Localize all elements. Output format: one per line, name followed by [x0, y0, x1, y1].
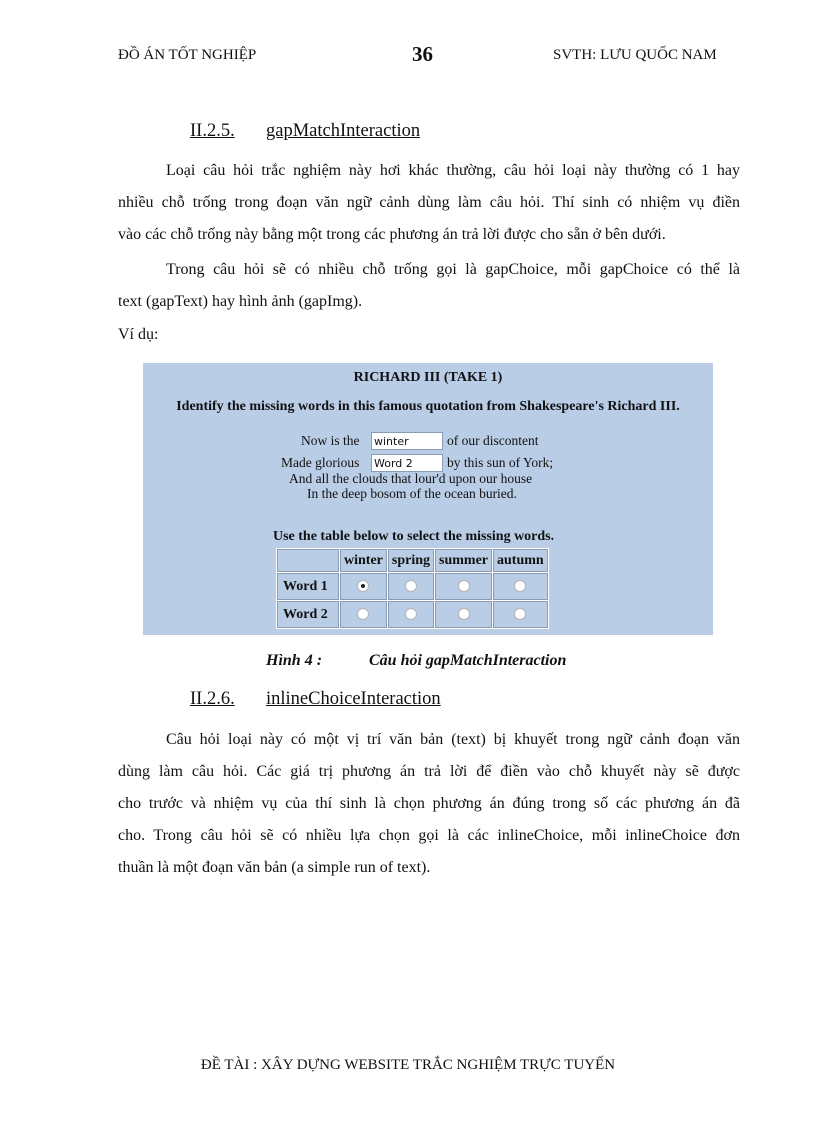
text-line: dùng làm câu hỏi. Các giá trị phương án trả lời để điền vào chỗ khuyết này sẽ được: [118, 763, 740, 780]
radio-word1-winter[interactable]: [357, 580, 369, 592]
radio-word2-autumn[interactable]: [514, 608, 526, 620]
table-instruction: Use the table below to select the missing words.: [273, 529, 555, 544]
figure-caption-text: Câu hỏi gapMatchInteraction: [369, 652, 567, 669]
text-line: nhiều chỗ trống trong đoạn văn ngữ cảnh dùng làm câu hỏi. Thí sinh có nhiệm vụ điền: [118, 194, 740, 211]
radio-word2-spring[interactable]: [405, 608, 417, 620]
quote-line1-before: Now is the: [301, 433, 360, 448]
section-title: inlineChoiceInteraction: [266, 689, 441, 709]
figure-title: RICHARD III (TAKE 1): [353, 370, 503, 385]
section-number: II.2.5.: [190, 121, 235, 141]
table-row: [277, 573, 549, 601]
header-left: ĐỒ ÁN TỐT NGHIỆP: [118, 47, 257, 63]
row-label: Word 2: [277, 601, 340, 629]
figure-caption-label: Hình 4 :: [266, 652, 323, 669]
table-row: [277, 601, 549, 629]
gap-2-input[interactable]: Word 2: [371, 454, 443, 472]
quote-line2-after: by this sun of York;: [447, 455, 554, 470]
quote-line2-before: Made glorious: [281, 455, 360, 470]
section-heading-inlinechoice: [190, 689, 441, 710]
quote-line4: In the deep bosom of the ocean buried.: [307, 486, 517, 501]
text-line: cho. Trong câu hỏi sẽ có nhiều lựa chọn gọi là các inlineChoice, mỗi inlineChoice đơn: [118, 827, 740, 844]
text-line: thuần là một đoạn văn bản (a simple run of text).: [118, 859, 431, 876]
radio-word2-winter[interactable]: [357, 608, 369, 620]
column-header: autumn: [493, 549, 549, 573]
paragraph-gapmatch-intro: [118, 155, 740, 251]
text-line: Câu hỏi loại này có một vị trí văn bản (text) bị khuyết trong ngữ cảnh đoạn văn: [166, 731, 740, 748]
column-header: spring: [387, 549, 434, 573]
text-line: Loại câu hỏi trắc nghiệm này hơi khác thường, câu hỏi loại này thường có 1 hay: [166, 162, 740, 179]
corner-cell: [277, 549, 340, 573]
gap-1-input[interactable]: winter: [371, 432, 443, 450]
header-right: SVTH: LƯU QUỐC NAM: [553, 47, 717, 63]
figure-instruction: Identify the missing words in this famous quotation from Shakespeare's Richard III.: [176, 399, 680, 414]
paragraph-gapchoice: [118, 254, 740, 318]
row-label: Word 1: [277, 573, 340, 601]
page-number: 36: [412, 42, 433, 66]
section-number: II.2.6.: [190, 689, 235, 709]
section-title: gapMatchInteraction: [266, 121, 421, 141]
choice-table: [276, 548, 549, 629]
quote-line1-after: of our discontent: [447, 433, 539, 448]
radio-word1-autumn[interactable]: [514, 580, 526, 592]
quote-line3: And all the clouds that lour'd upon our house: [289, 471, 533, 486]
radio-word1-spring[interactable]: [405, 580, 417, 592]
paragraph-inlinechoice: [118, 724, 740, 884]
radio-word2-summer[interactable]: [458, 608, 470, 620]
section-heading-gapmatch: [190, 121, 421, 142]
example-label: Ví dụ:: [118, 326, 159, 343]
text-line: Trong câu hỏi sẽ có nhiều chỗ trống gọi là gapChoice, mỗi gapChoice có thể là: [166, 261, 740, 278]
text-line: text (gapText) hay hình ảnh (gapImg).: [118, 293, 363, 310]
radio-word1-summer[interactable]: [458, 580, 470, 592]
footer-title: ĐỀ TÀI : XÂY DỰNG WEBSITE TRẮC NGHIỆM TRỰC TUYẾN: [200, 1057, 616, 1073]
figure-gapmatch-example: [143, 363, 713, 635]
column-header: winter: [340, 549, 388, 573]
text-line: cho trước và nhiệm vụ của thí sinh là chọn phương án đúng trong số các phương án đã: [118, 795, 740, 812]
text-line: vào các chỗ trống này bằng một trong các phương án trả lời được cho sẵn ở bên dưới.: [118, 226, 666, 243]
column-header: summer: [435, 549, 493, 573]
